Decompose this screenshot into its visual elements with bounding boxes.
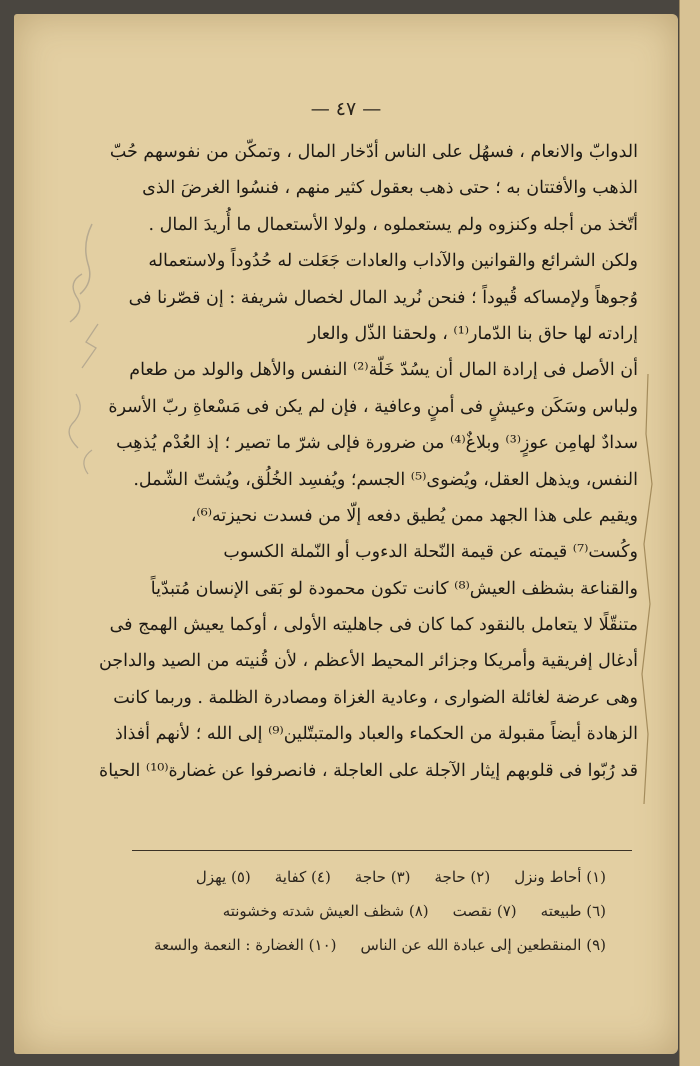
next-page-edge <box>679 0 700 1066</box>
body-line: الذهب والأفتتان به ؛ حتى ذهب بعقول كثير منهم ، فنسُوا الغرضَ الذى <box>142 178 638 199</box>
body-line: سدادٌ لهامِن عوزٍ⁽³⁾ وبلاغٌ⁽⁴⁾ من ضرورة فإلى شرّ ما تصير ؛ إذ العُدْم يُذهِب <box>116 433 638 454</box>
body-line: الدوابّ والانعام ، فسهُل على الناس أدّخار المال ، وتمكّن من نفوسهم حُبّ <box>109 142 638 162</box>
body-line: وُجوهاً ولإمساكه قُيوداً ؛ فنحن نُريد المال لخصال شريفة : إن قصّرنا فى <box>128 287 638 308</box>
footnote: (٢) حاجة <box>434 868 491 886</box>
footnote: (١) أحاط ونزل <box>514 868 606 886</box>
footnote-divider <box>132 850 632 851</box>
body-line: الزهادة أيضاً مقبولة من الحكماء والعباد والمتبتّلين⁽⁹⁾ إلى الله ؛ لأنهم أفذاذ <box>114 724 638 745</box>
page-number: — ٤٧ — <box>310 98 382 120</box>
footnote-row <box>126 928 606 962</box>
footnote-row <box>126 894 606 928</box>
footnote: (٦) طبيعته <box>540 902 606 920</box>
body-line: أتّخذ من أجله وكنزوه ولم يستعملوه ، ولولا الأستعمال ما أُريدَ المال . <box>148 214 638 235</box>
body-line: متنقّلًا لا يتعامل بالنقود كما كان فى جاهليته الأولى ، أوكما يعيش الهمج فى <box>109 615 638 636</box>
footnote-row <box>126 860 606 894</box>
pencil-marginalia <box>32 214 112 514</box>
footnote: (٨) شظف العيش شدته وخشونته <box>222 902 429 920</box>
body-line: وكُست⁽⁷⁾ قيمته عن قيمة النّحلة الدءوب أو النّملة الكسوب <box>223 542 638 563</box>
body-line: النفس، ويذهل العقل، ويُضوى⁽⁵⁾ الجسم؛ ويُفسِد الخُلُق، ويُشتّ الشّمل. <box>133 469 638 490</box>
footnote: (١٠) الغضارة : النعمة والسعة <box>154 936 337 954</box>
footnote: (٣) حاجة <box>354 868 411 886</box>
body-line: وهى عرضة لغائلة الضوارى ، وعادية الغزاة ومصادرة الظلمة . وربما كانت <box>113 687 638 708</box>
footnotes <box>126 860 606 962</box>
body-text <box>98 134 638 789</box>
body-line: ولباس وسَكَن وعيشٍ فى أمنٍ وعافية ، فإن لم يكن فى مَسْعاةِ ربّ الأسرة <box>108 396 638 417</box>
body-line: إرادته لها حاق بنا الدّمار⁽¹⁾ ، ولحقنا الذّل والعار <box>308 323 638 344</box>
body-line: أن الأصل فى إرادة المال أن يسُدّ خَلّة⁽²⁾ النفس والأهل والولد من طعام <box>129 360 638 381</box>
body-line: ويقيم على هذا الجهد ممن يُطيق دفعه إلّا من فسدت نحيزته⁽⁶⁾، <box>190 505 638 526</box>
book-page <box>14 14 678 1054</box>
footnote: (٥) يهزل <box>195 868 251 886</box>
body-line: ولكن الشرائع والقوانين والآداب والعادات جَعَلت له حُدُوداً ولاستعماله <box>148 251 638 272</box>
body-line: والقناعة بشظف العيش⁽⁸⁾ كانت تكون محمودة لو بَقى الإنسان مُتبدّياً <box>150 578 638 599</box>
footnote: (٤) كفاية <box>274 868 331 886</box>
torn-paper-edge <box>618 374 678 804</box>
footnote: (٧) نقصت <box>452 902 517 920</box>
body-line: أدغال إفريقية وأمريكا وجزائر المحيط الأعظم ، لأن قُنيته من الصيد والداجن <box>98 651 638 672</box>
footnote: (٩) المنقطعين إلى عبادة الله عن الناس <box>360 936 606 954</box>
body-line: قد رُبّوا فى قلوبهم إيثار الآجلة على العاجلة ، فانصرفوا عن غضارة⁽¹⁰⁾ الحياة <box>99 760 638 781</box>
